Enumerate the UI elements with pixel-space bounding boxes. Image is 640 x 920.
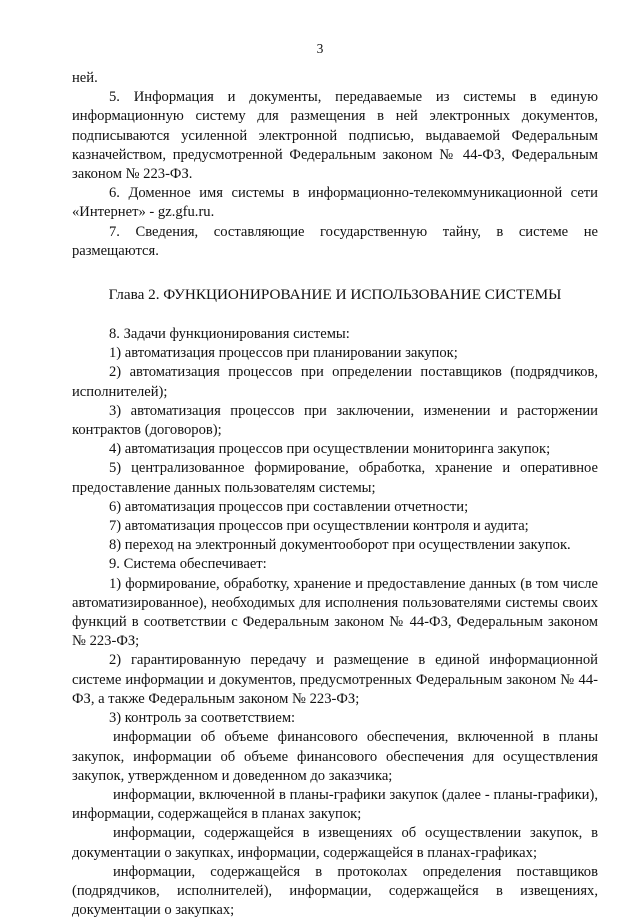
list-item: 3) автоматизация процессов при заключении, изменении и расторжении контрактов (договоров);	[72, 402, 598, 439]
sub-list-item: информации, содержащейся в извещениях об осуществлении закупок, в документации о закупках, информации, содержащейся в планах-графиках;	[72, 825, 598, 861]
paragraph-continuation: ней.	[72, 70, 98, 86]
list-item: 7) автоматизация процессов при осуществлении контроля и аудита;	[109, 518, 529, 535]
list-item: 2) гарантированную передачу и размещение в единой информационной системе информации и документов, предусмотренных Федеральным законом № 44-ФЗ, а также Федеральным законом № 223-ФЗ;	[72, 652, 598, 707]
sub-list-item: информации, включенной в планы-графики закупок (далее - планы-графики), информации, содержащейся в планах закупок;	[72, 786, 598, 823]
list-item: 2) автоматизация процессов при определении поставщиков (подрядчиков, исполнителей);	[72, 364, 598, 400]
paragraph-item-9: 9. Система обеспечивает:	[109, 556, 267, 573]
chapter-heading: Глава 2. ФУНКЦИОНИРОВАНИЕ И ИСПОЛЬЗОВАНИЕ СИСТЕМЫ	[108, 286, 562, 304]
paragraph-item-5: 5. Информация и документы, передаваемые из системы в единую информационную систему для размещения в ней электронных документов, подписываются усиленной электронной подписью, выдаваемой Федеральным казначейством, предусмотренной Федеральным законом № 44-ФЗ, Федеральным законом № 223-ФЗ.	[72, 89, 598, 183]
document-body	[72, 69, 598, 920]
list-item: 8) переход на электронный документооборот при осуществлении закупок.	[109, 537, 571, 554]
list-item: 5) централизованное формирование, обработка, хранение и оперативное предоставление данных пользователям системы;	[72, 460, 598, 496]
paragraph-item-8: 8. Задачи функционирования системы:	[109, 326, 350, 343]
list-item: 1) формирование, обработку, хранение и предоставление данных (в том числе автоматизированное), необходимых для исполнения пользователями системы своих функций в соответствии с Федеральным законом № 44-ФЗ, Федеральным законом № 223-ФЗ;	[72, 575, 598, 650]
page-number: 3	[316, 41, 324, 56]
list-item: 4) автоматизация процессов при осуществлении мониторинга закупок;	[109, 441, 551, 458]
list-item: 3) контроль за соответствием:	[109, 710, 296, 727]
sub-list-item: информации об объеме финансового обеспечения, включенной в планы закупок, информации об объеме финансового обеспечения для осуществления закупок, утвержденном и доведенном до заказчика;	[72, 729, 598, 784]
sub-list-item: информации, содержащейся в протоколах определения поставщиков (подрядчиков, исполнителей), информации, содержащейся в извещениях, документации о закупках;	[72, 863, 598, 919]
paragraph-item-6: 6. Доменное имя системы в информационно-телекоммуникационной сети «Интернет» - gz.gfu.ru.	[72, 185, 598, 221]
list-item: 1) автоматизация процессов при планировании закупок;	[109, 345, 458, 362]
list-item: 6) автоматизация процессов при составлении отчетности;	[109, 498, 469, 515]
paragraph-item-7: 7. Сведения, составляющие государственную тайну, в системе не размещаются.	[72, 223, 598, 259]
